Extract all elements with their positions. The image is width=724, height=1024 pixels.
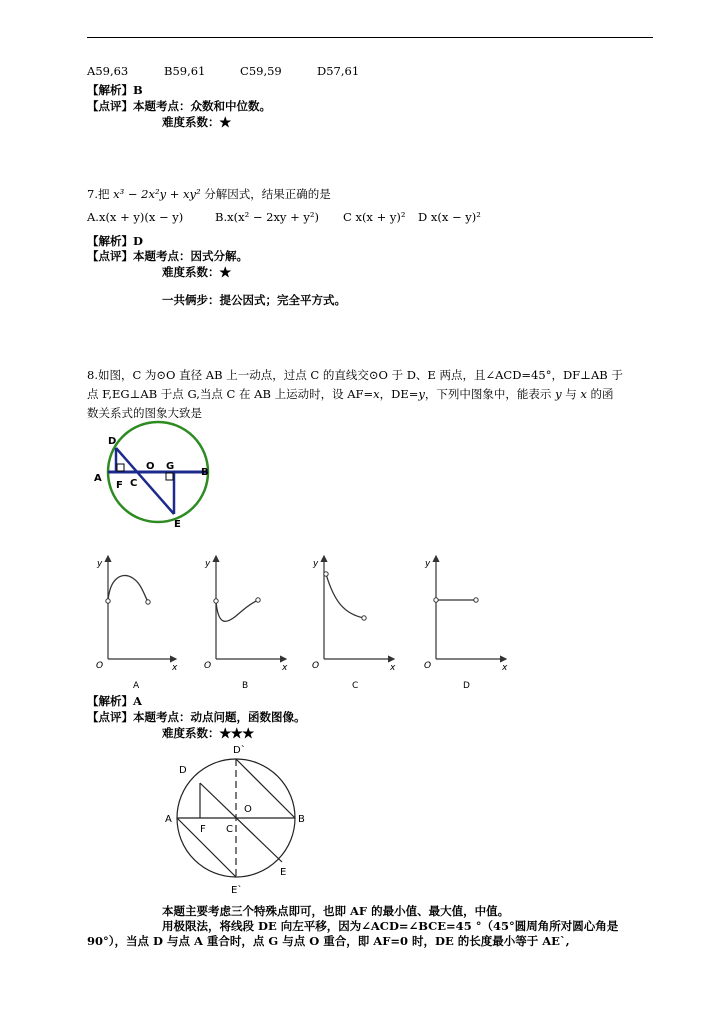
label-e-prime: E`: [231, 885, 243, 896]
header-rule: [87, 37, 653, 38]
q6-option-b: B59,61: [164, 64, 206, 78]
svg-text:y: y: [425, 559, 431, 569]
q6-analysis: 【解析】B: [87, 83, 143, 97]
q6-option-a: A59,63: [87, 64, 129, 78]
q6-option-c: C59,59: [240, 64, 282, 78]
label-e: E: [174, 519, 181, 530]
label-d: D: [108, 436, 117, 447]
q6-option-d: D57,61: [317, 64, 360, 78]
label-d-prime: D`: [233, 745, 246, 756]
q8-explain-3: 90°），当点 D 与点 A 重合时，点 G 与点 O 重合，即 AF=0 时，DE 的长度最小等于 AE`,: [87, 934, 570, 948]
q8-explain-2: 用极限法，将线段 DE 向左平移，因为∠ACD=∠BCE=45 °（45°圆周角所对圆心角是: [162, 919, 619, 933]
graph-b-caption: B: [242, 681, 249, 691]
label-c: C: [130, 478, 138, 489]
q8-analysis: 【解析】A: [87, 694, 142, 708]
label-f-2: F: [200, 824, 206, 835]
svg-text:O: O: [204, 661, 212, 671]
label-o-2: O: [244, 804, 252, 815]
q6-difficulty: 难度系数：★: [162, 115, 231, 129]
svg-text:y: y: [97, 559, 103, 569]
svg-text:x: x: [502, 663, 508, 673]
svg-text:O: O: [96, 661, 104, 671]
svg-text:x: x: [390, 663, 396, 673]
graph-a: [96, 556, 178, 691]
graph-b: [204, 556, 288, 691]
q7-option-d: D x(x − y)²: [418, 210, 481, 224]
svg-text:x: x: [282, 663, 288, 673]
svg-text:y: y: [205, 559, 211, 569]
label-b: B: [201, 467, 209, 478]
q7-comment: 【点评】本题考点：因式分解。: [87, 249, 248, 263]
svg-text:O: O: [312, 661, 320, 671]
label-f: F: [116, 480, 123, 491]
q8-stem-line3: 数关系式的图象大致是: [87, 406, 202, 420]
q8-stem-line1: 8.如图，C 为⊙O 直径 AB 上一动点，过点 C 的直线交⊙O 于 D、E 两点，且∠ACD=45°，DF⊥AB 于: [87, 368, 623, 382]
svg-text:x: x: [172, 663, 178, 673]
label-a: A: [94, 473, 102, 484]
graph-c-caption: C: [352, 681, 359, 691]
q8-graph-options: [86, 546, 526, 691]
label-b-2: B: [298, 814, 305, 825]
q7-difficulty: 难度系数：★: [162, 265, 231, 279]
graph-d-caption: D: [463, 681, 470, 691]
label-g: G: [166, 461, 175, 472]
q8-circle-figure: [88, 430, 228, 530]
svg-text:O: O: [424, 661, 432, 671]
right-angle-f: [117, 464, 124, 471]
segment-de-2: [200, 783, 282, 862]
q7-option-b: B.x(x² − 2xy + y²): [215, 210, 319, 224]
label-a-2: A: [165, 814, 172, 825]
q6-comment: 【点评】本题考点：众数和中位数。: [87, 99, 271, 113]
q8-explain-1: 本题主要考虑三个特殊点即可，也即 AF 的最小值、最大值，中值。: [162, 904, 510, 918]
label-c-2: C: [226, 824, 233, 835]
q7-stem: 7.把 x³ − 2x²y + xy² 分解因式，结果正确的是: [87, 187, 331, 201]
label-e-2: E: [280, 867, 287, 878]
svg-text:y: y: [313, 559, 319, 569]
q7-option-c: C x(x + y)²: [343, 210, 406, 224]
segment-de: [116, 448, 174, 514]
q8-difficulty: 难度系数：★★★: [162, 726, 254, 740]
q7-note: 一共俩步：提公因式；完全平方式。: [162, 293, 346, 307]
right-angle-g: [166, 473, 173, 480]
q8-explanation-figure: [160, 740, 305, 900]
q7-option-a: A.x(x + y)(x − y): [87, 210, 184, 224]
label-d-2: D: [179, 765, 187, 776]
graph-a-caption: A: [133, 681, 140, 691]
label-o: O: [146, 461, 155, 472]
q8-stem-line2: 点 F,EG⊥AB 于点 G,当点 C 在 AB 上运动时，设 AF=x，DE=y，下列中图象中，能表示 y 与 x 的函: [87, 387, 614, 401]
graph-d: [424, 556, 508, 691]
q7-analysis: 【解析】D: [87, 234, 143, 248]
q8-comment: 【点评】本题考点：动点问题，函数图像。: [87, 710, 306, 724]
graph-c: [312, 556, 396, 691]
